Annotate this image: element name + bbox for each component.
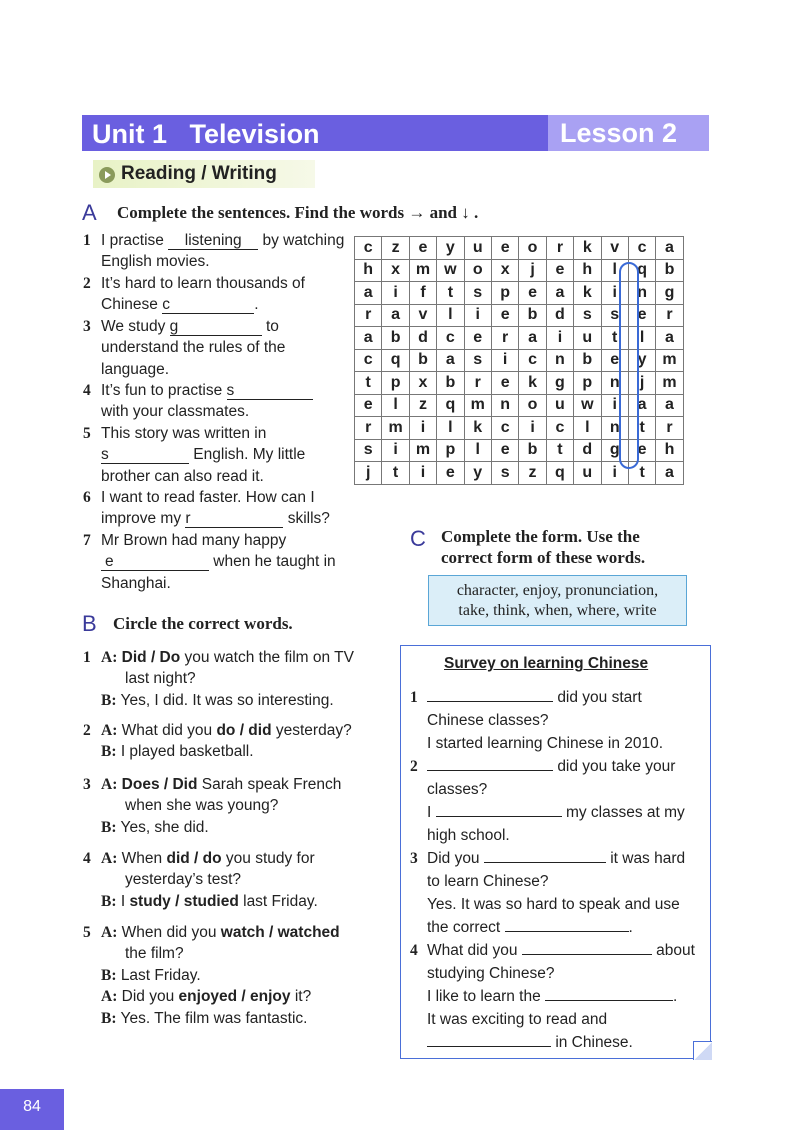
word-search-cell[interactable]: n [601,417,628,440]
word-search-cell[interactable]: a [355,327,382,350]
answer-blank[interactable]: e [101,554,209,571]
word-search-cell[interactable]: u [546,394,573,417]
survey-question-1: 1 did you start Chinese classes? I started learning Chinese in 2010. [410,689,664,752]
word-search-cell[interactable]: t [628,417,655,440]
word-search-cell[interactable]: i [409,462,436,485]
word-search-cell[interactable]: o [464,259,491,282]
word-search-cell[interactable]: y [628,349,655,372]
word-search-cell[interactable]: r [546,237,573,260]
word-search-cell[interactable]: a [656,327,683,350]
word-choice[interactable]: Does / Did [121,776,198,793]
word-search-cell[interactable]: v [601,237,628,260]
lesson-badge [548,115,709,151]
section-a-instruction: Complete the sentences. Find the words → and ↓ . [117,203,479,222]
word-choice[interactable]: did / do [166,850,222,867]
word-search-cell[interactable]: r [656,304,683,327]
lesson-label: Lesson 2 [560,118,678,148]
word-search-cell[interactable]: m [409,259,436,282]
word-search-cell[interactable]: m [464,394,491,417]
word-search-cell[interactable]: e [491,304,518,327]
word-search-cell[interactable]: m [382,417,409,440]
word-search-cell[interactable]: d [574,439,601,462]
answer-blank[interactable]: g [170,319,262,336]
answer-blank[interactable] [427,1046,551,1047]
word-search-cell[interactable]: n [491,394,518,417]
word-search-cell[interactable]: s [355,439,382,462]
answer-blank[interactable]: r [185,511,283,528]
exercise-b-item-3: 3 A: Does / Did Sarah speak French when she was young? B: Yes, she did. [83,776,342,836]
exercise-a-item-6: 6 I want to read faster. How can I improve my r skills? [83,489,330,528]
word-search-cell[interactable]: c [437,327,464,350]
section-b-letter: B [82,611,97,636]
word-search-cell[interactable]: h [656,439,683,462]
page-number: 84 [0,1089,64,1130]
word-search-cell[interactable]: e [491,439,518,462]
word-search-cell[interactable]: a [355,282,382,305]
word-search-cell[interactable]: c [355,237,382,260]
word-search-cell[interactable]: e [464,327,491,350]
word-search-cell[interactable]: r [464,372,491,395]
word-search-cell[interactable]: c [628,237,655,260]
word-search-cell[interactable]: d [409,327,436,350]
word-search-cell[interactable]: r [656,417,683,440]
word-search-row [355,237,684,260]
answer-blank[interactable] [505,931,629,932]
word-search-cell[interactable]: j [628,372,655,395]
word-search-cell[interactable]: i [601,462,628,485]
exercise-a-item-1: 1 I practise listening by watching English movies. [83,232,345,271]
exercise-a-item-7: 7 Mr Brown had many happy e when he taught in Shanghai. [83,532,336,592]
exercise-a-item-2: 2 It’s hard to learn thousands of Chinese c . [83,275,305,314]
word-search-cell[interactable]: e [546,259,573,282]
word-choice[interactable]: do / did [216,722,272,739]
word-search-cell[interactable]: b [519,304,546,327]
word-search-cell[interactable]: m [656,349,683,372]
word-search-cell[interactable]: a [656,462,683,485]
word-search-cell[interactable]: q [628,259,655,282]
word-search-cell[interactable]: k [464,417,491,440]
word-search-cell[interactable]: m [656,372,683,395]
word-choice[interactable]: study / studied [129,892,239,910]
word-search-cell[interactable]: y [464,462,491,485]
word-search-cell[interactable]: x [382,259,409,282]
word-choice[interactable]: enjoyed / enjoy [178,988,291,1006]
word-search-cell[interactable]: o [519,237,546,260]
word-search-cell[interactable]: i [601,394,628,417]
word-search-cell[interactable]: p [382,372,409,395]
word-search-cell[interactable]: y [437,237,464,260]
word-search-cell[interactable]: i [519,417,546,440]
word-search-cell[interactable]: e [409,237,436,260]
word-search-cell[interactable]: i [382,439,409,462]
word-search-cell[interactable]: e [437,462,464,485]
word-search-cell[interactable]: w [437,259,464,282]
play-icon [99,167,115,183]
answer-blank[interactable] [436,816,562,817]
word-search-cell[interactable]: m [409,439,436,462]
survey-question-3: 3 Did you it was hard to learn Chinese? Yes. It was so hard to speak and use the correct . [410,850,686,936]
answer-blank[interactable]: s [101,447,189,464]
exercise-b-item-2: 2 A: What did you do / did yesterday? B: I played basketball. [83,722,352,761]
word-search-cell[interactable]: e [601,349,628,372]
word-search-cell[interactable]: h [574,259,601,282]
skill-title: Reading / Writing [121,163,277,184]
unit-title: Unit 1 Television [92,119,320,149]
exercise-a-item-5: 5 This story was written in s English. My little brother can also read it. [83,425,306,485]
word-search-cell[interactable]: p [574,372,601,395]
exercise-a-item-4: 4 It’s fun to practise s with your classmates. [101,380,336,423]
word-search-cell[interactable]: k [519,372,546,395]
word-search-cell[interactable]: s [464,282,491,305]
word-search-cell[interactable]: k [574,282,601,305]
word-search-cell[interactable]: e [491,237,518,260]
word-search-cell[interactable]: k [574,237,601,260]
word-search-cell[interactable]: a [437,349,464,372]
word-search-cell[interactable]: q [437,394,464,417]
word-search-cell[interactable]: l [382,394,409,417]
word-search-cell[interactable]: b [382,327,409,350]
word-search-cell[interactable]: s [464,349,491,372]
word-search-cell[interactable]: a [519,327,546,350]
word-search-cell[interactable]: i [382,282,409,305]
section-c-letter: C [410,526,426,551]
word-search-cell[interactable]: t [382,462,409,485]
word-search-cell[interactable]: w [574,394,601,417]
exercise-b-item-4: 4 A: When did / do you study for yesterday’s test? B: I study / studied last Friday. [83,850,318,910]
word-search-cell[interactable]: x [409,372,436,395]
word-search-cell[interactable]: z [409,394,436,417]
answer-blank[interactable] [484,862,606,863]
word-search-cell[interactable]: a [382,304,409,327]
word-search-cell[interactable]: r [491,327,518,350]
word-search-cell[interactable]: i [546,327,573,350]
item-number: 1 [83,232,91,249]
word-search-cell[interactable]: n [601,372,628,395]
word-search-cell[interactable]: s [601,304,628,327]
word-search-cell[interactable]: t [355,372,382,395]
answer-blank[interactable] [522,954,652,955]
word-search-cell[interactable]: u [574,462,601,485]
word-search-cell[interactable]: e [491,372,518,395]
word-search-cell[interactable]: s [491,462,518,485]
word-search-cell[interactable]: d [546,304,573,327]
section-b-instruction: Circle the correct words. [113,614,293,633]
word-search-cell[interactable]: l [437,417,464,440]
word-search-cell[interactable]: i [601,282,628,305]
answer-blank[interactable]: listening [168,233,258,250]
word-search-cell[interactable]: l [628,327,655,350]
word-choice[interactable]: Did / Do [121,649,181,666]
exercise-a-item-3: 3 We study g to understand the rules of the language. [83,318,286,378]
word-search-cell[interactable]: a [656,237,683,260]
survey-question-2: 2 did you take your classes? I my classes at my high school. [410,758,685,844]
word-search-cell[interactable]: q [546,462,573,485]
survey-question-4: 4 What did you about studying Chinese? I like to learn the . It was exciting to read and in Chinese. [410,942,695,1051]
word-search-cell[interactable]: p [491,282,518,305]
word-search-cell[interactable]: i [409,417,436,440]
word-search-cell[interactable]: a [656,394,683,417]
word-search-cell[interactable]: r [355,417,382,440]
word-search-cell[interactable]: l [574,417,601,440]
word-search-cell[interactable]: a [546,282,573,305]
word-search-cell[interactable]: x [491,259,518,282]
word-search-cell[interactable]: b [409,349,436,372]
word-search-cell[interactable]: b [437,372,464,395]
exercise-b-item-5: 5 A: When did you watch / watched the film? B: Last Friday. A: Did you enjoyed / enjoy it? B: Yes. The film was fantastic. [83,924,340,1027]
word-search-cell[interactable]: f [409,282,436,305]
word-search-cell[interactable]: e [519,282,546,305]
word-search-cell[interactable]: r [355,304,382,327]
word-search-cell[interactable]: t [546,439,573,462]
word-search-cell[interactable]: l [464,439,491,462]
found-word-highlight [619,262,639,469]
word-search-cell[interactable]: z [382,237,409,260]
word-search-cell[interactable]: c [491,417,518,440]
word-search-cell[interactable]: e [628,304,655,327]
section-a-letter: A [82,200,97,225]
word-search-cell[interactable]: g [546,372,573,395]
word-choice[interactable]: watch / watched [220,924,340,941]
word-search-cell[interactable]: i [464,304,491,327]
word-search-cell[interactable]: n [546,349,573,372]
word-search-cell[interactable]: u [574,327,601,350]
word-search-cell[interactable]: j [355,462,382,485]
answer-blank[interactable] [545,1000,673,1001]
word-search-cell[interactable]: t [601,327,628,350]
word-search-cell[interactable]: l [437,304,464,327]
word-search-cell[interactable]: c [546,417,573,440]
word-search-cell[interactable]: s [574,304,601,327]
word-search-cell[interactable]: p [437,439,464,462]
word-search-cell[interactable]: b [519,439,546,462]
word-search-cell[interactable]: v [409,304,436,327]
word-search-cell[interactable]: c [519,349,546,372]
word-search-cell[interactable]: g [656,282,683,305]
word-search-cell[interactable]: a [628,394,655,417]
word-search-cell[interactable]: i [491,349,518,372]
survey-title: Survey on learning Chinese [444,655,649,672]
word-search-cell[interactable]: t [437,282,464,305]
answer-blank[interactable] [427,701,553,702]
answer-blank[interactable]: c [162,297,254,314]
word-search-cell[interactable]: e [355,394,382,417]
word-search-cell[interactable]: g [601,439,628,462]
word-search-cell[interactable]: u [464,237,491,260]
word-search-cell[interactable]: b [574,349,601,372]
exercise-b-item-1: 1 A: Did / Do you watch the film on TV last night? B: Yes, I did. It was so interesting. [83,649,354,709]
word-search-cell[interactable]: j [519,259,546,282]
word-search-cell[interactable]: z [519,462,546,485]
word-search-cell[interactable]: n [628,282,655,305]
answer-blank[interactable]: s [227,383,313,400]
section-c-instruction: Complete the form. Use the correct form of these words. [441,527,646,567]
word-search-cell[interactable]: h [355,259,382,282]
word-search-cell[interactable]: b [656,259,683,282]
answer-blank[interactable] [427,770,553,771]
word-search-cell[interactable]: c [355,349,382,372]
word-search-cell[interactable]: e [628,439,655,462]
word-box: character, enjoy, pronunciation, take, think, when, where, write [428,575,687,626]
word-search-cell[interactable]: t [628,462,655,485]
word-search-cell[interactable]: l [601,259,628,282]
word-search-cell[interactable]: q [382,349,409,372]
word-search-cell[interactable]: o [519,394,546,417]
